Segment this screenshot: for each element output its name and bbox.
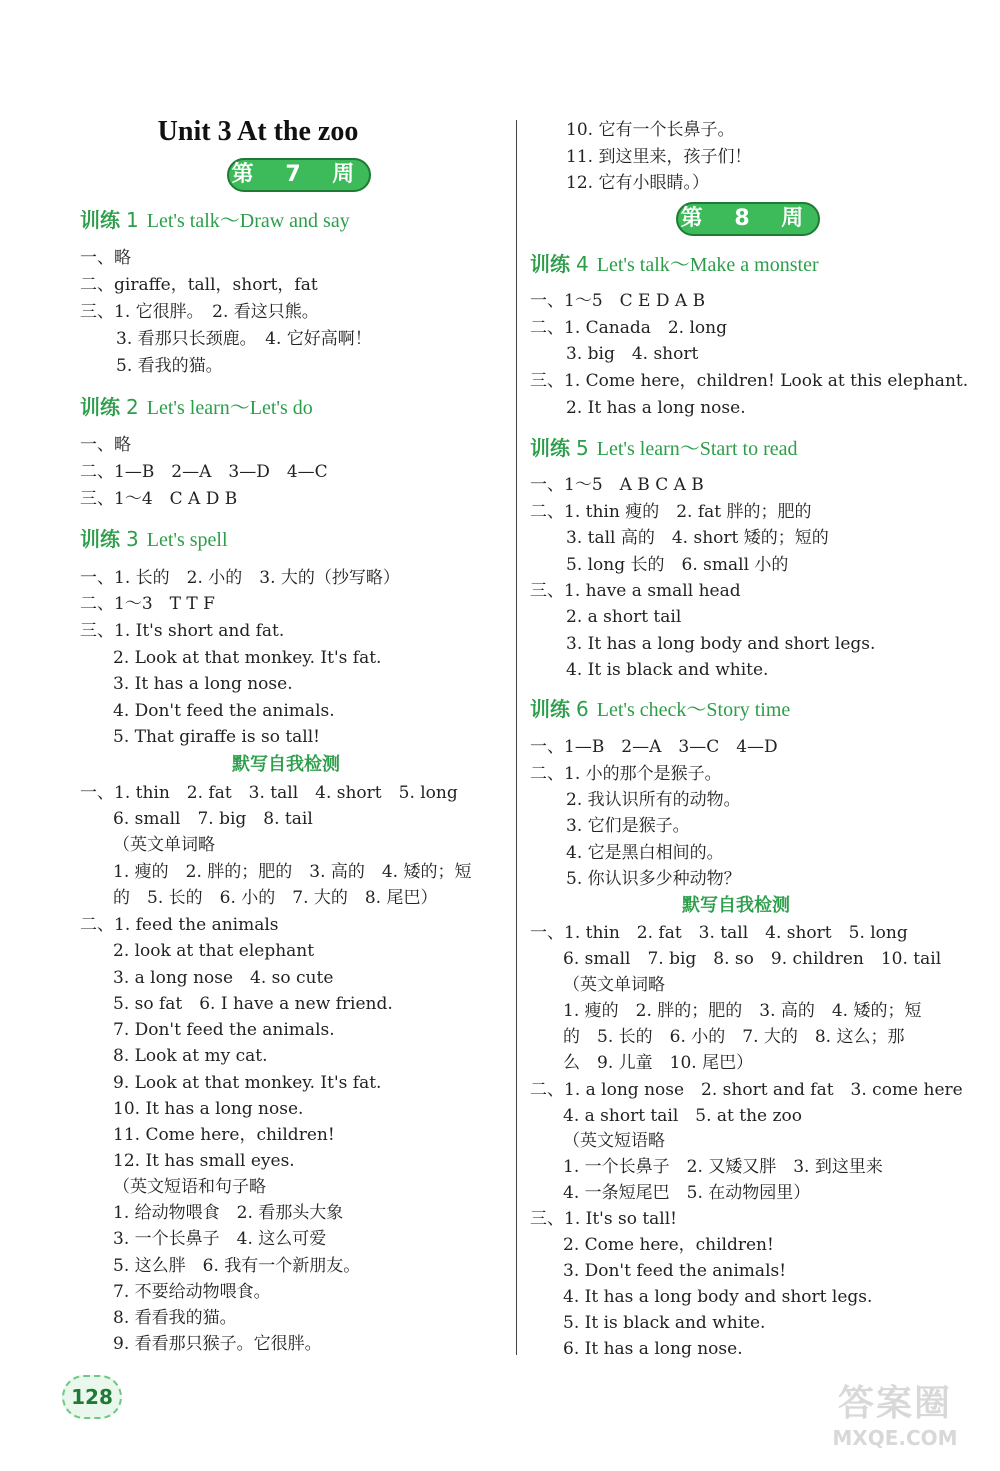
answer-line: 4. It has a long body and short legs. [563, 1287, 873, 1307]
answer-line: 二、1. thin 瘦的 2. fat 胖的；肥的 [530, 502, 812, 522]
section-topic: Let's learn～Let's do [146, 397, 313, 419]
answer-line: 三、1～4 C A D B [80, 489, 238, 509]
answer-line: 9. Look at that monkey. It's fat. [113, 1073, 382, 1093]
answer-line: 11. 到这里来，孩子们！ [566, 147, 752, 167]
section-number: 3 [126, 527, 139, 551]
section-number: 5 [576, 436, 589, 460]
section-number: 6 [576, 697, 589, 721]
answer-line: 3. 它们是猴子。 [566, 816, 690, 836]
answer-line: 4. 它是黑白相间的。 [566, 843, 724, 863]
answer-line: 4. Don't feed the animals. [113, 701, 335, 721]
answer-line: 2. Look at that monkey. It's fat. [113, 648, 382, 668]
answer-line: 3. It has a long nose. [113, 674, 293, 694]
answer-line: 二、giraffe，tall，short，fat [80, 275, 318, 295]
answer-line: 三、1. have a small head [530, 581, 741, 601]
section-keyword: 训练 [530, 252, 570, 276]
answer-line: 1. 一个长鼻子 2. 又矮又胖 3. 到这里来 [563, 1157, 883, 1177]
answer-line: （英文单词略 [113, 835, 215, 855]
section-number: 2 [126, 395, 139, 419]
answer-line: 三、1. 它很胖。 2. 看这只熊。 [80, 302, 319, 322]
section-keyword: 训练 [530, 697, 570, 721]
section-keyword: 训练 [530, 436, 570, 460]
section-number: 4 [576, 252, 589, 276]
answer-line: 2. a short tail [566, 607, 682, 627]
answer-line: 3. big 4. short [566, 344, 699, 364]
answer-line: 5. That giraffe is so tall! [113, 727, 321, 747]
answer-line: 3. a long nose 4. so cute [113, 968, 334, 988]
answer-line: 4. a short tail 5. at the zoo [563, 1106, 802, 1126]
answer-line: 9. 看看那只猴子。它很胖。 [113, 1334, 322, 1354]
watermark-url: MXQE.COM [832, 1426, 958, 1450]
section-head-6 [530, 695, 790, 724]
section-number: 1 [126, 208, 139, 232]
answer-line: 3. 一个长鼻子 4. 这么可爱 [113, 1229, 327, 1249]
week-7-badge: 第 7 周 [227, 158, 371, 192]
answer-line: 三、1. Come here，children! Look at this elephant. [530, 371, 969, 391]
answer-line: 一、略 [80, 435, 131, 455]
answer-line: 3. tall 高的 4. short 矮的；短的 [566, 528, 829, 548]
answer-line: 的 5. 长的 6. 小的 7. 大的 8. 这么；那 [563, 1027, 905, 1047]
section-head-2 [80, 393, 313, 422]
answer-line: 12. It has small eyes. [113, 1151, 295, 1171]
answer-line: 1. 瘦的 2. 胖的；肥的 3. 高的 4. 矮的；短 [113, 862, 472, 882]
answer-line: 三、1. It's short and fat. [80, 621, 285, 641]
answer-line: 2. It has a long nose. [566, 398, 746, 418]
section-head-4 [530, 250, 819, 279]
answer-line: 5. 这么胖 6. 我有一个新朋友。 [113, 1256, 361, 1276]
answer-line: 8. 看看我的猫。 [113, 1308, 237, 1328]
dictation-head: 默写自我检测 [682, 895, 790, 916]
answer-line: 二、1—B 2—A 3—D 4—C [80, 462, 328, 482]
watermark [810, 1382, 980, 1450]
section-head-5 [530, 434, 798, 463]
section-topic: Let's spell [146, 529, 228, 551]
section-topic: Let's talk～Make a monster [596, 254, 819, 276]
section-keyword: 训练 [80, 527, 120, 551]
answer-line: 2. look at that elephant [113, 941, 315, 961]
answer-line: 2. Come here，children! [563, 1235, 774, 1255]
answer-line: 3. Don't feed the animals! [563, 1261, 787, 1281]
answer-line: （英文单词略 [563, 975, 665, 995]
answer-line: 二、1～3 T T F [80, 594, 215, 614]
answer-line: 二、1. Canada 2. long [530, 318, 727, 338]
answer-line: 8. Look at my cat. [113, 1046, 268, 1066]
answer-line: 一、1. thin 2. fat 3. tall 4. short 5. long [80, 783, 458, 803]
week-8-badge: 第 8 周 [676, 202, 820, 236]
dictation-head: 默写自我检测 [232, 754, 340, 775]
column-divider [516, 120, 517, 1355]
answer-line: （英文短语略 [563, 1131, 665, 1151]
answer-line: 一、1—B 2—A 3—C 4—D [530, 737, 778, 757]
answer-line: 的 5. 长的 6. 小的 7. 大的 8. 尾巴） [113, 888, 438, 908]
answer-line: 3. It has a long body and short legs. [566, 634, 876, 654]
answer-line: 10. 它有一个长鼻子。 [566, 120, 735, 140]
answer-line: 一、略 [80, 248, 131, 268]
answer-line: 么 9. 儿童 10. 尾巴） [563, 1053, 754, 1073]
page-number: 128 [62, 1375, 122, 1419]
answer-line: 2. 我认识所有的动物。 [566, 790, 741, 810]
answer-line: 12. 它有小眼睛。） [566, 173, 709, 193]
answer-line: 5. 你认识多少种动物？ [566, 869, 741, 889]
answer-line: 6. small 7. big 8. so 9. children 10. tail [563, 949, 942, 969]
section-topic: Let's talk～Draw and say [146, 210, 350, 232]
answer-line: 10. It has a long nose. [113, 1099, 304, 1119]
section-keyword: 训练 [80, 395, 120, 419]
answer-line: （英文短语和句子略 [113, 1177, 266, 1197]
answer-line: 7. 不要给动物喂食。 [113, 1282, 271, 1302]
answer-line: 4. 一条短尾巴 5. 在动物园里） [563, 1183, 811, 1203]
answer-line: 4. It is black and white. [566, 660, 769, 680]
unit-title: Unit 3 At the zoo [157, 116, 359, 147]
answer-line: 一、1. thin 2. fat 3. tall 4. short 5. long [530, 923, 908, 943]
section-head-1 [80, 206, 350, 235]
answer-line: 5. long 长的 6. small 小的 [566, 555, 789, 575]
answer-line: 一、1～5 A B C A B [530, 475, 704, 495]
answer-line: 二、1. feed the animals [80, 915, 279, 935]
section-head-3 [80, 525, 228, 554]
answer-line: 3. 看那只长颈鹿。 4. 它好高啊！ [116, 329, 372, 349]
answer-line: 5. It is black and white. [563, 1313, 766, 1333]
answer-line: 一、1～5 C E D A B [530, 291, 706, 311]
answer-line: 1. 给动物喂食 2. 看那头大象 [113, 1203, 344, 1223]
section-topic: Let's learn～Start to read [596, 438, 798, 460]
answer-line: 5. so fat 6. I have a new friend. [113, 994, 393, 1014]
answer-line: 二、1. 小的那个是猴子。 [530, 764, 722, 784]
answer-line: 一、1. 长的 2. 小的 3. 大的（抄写略） [80, 568, 400, 588]
watermark-logo-text: 答案圈 [837, 1383, 952, 1424]
answer-line: 6. It has a long nose. [563, 1339, 743, 1359]
answer-line: 6. small 7. big 8. tail [113, 809, 313, 829]
answer-line: 11. Come here，children! [113, 1125, 335, 1145]
answer-line: 二、1. a long nose 2. short and fat 3. come here [530, 1080, 963, 1100]
answer-line: 1. 瘦的 2. 胖的；肥的 3. 高的 4. 矮的；短 [563, 1001, 922, 1021]
section-keyword: 训练 [80, 208, 120, 232]
answer-line: 7. Don't feed the animals. [113, 1020, 335, 1040]
answer-line: 三、1. It's so tall! [530, 1209, 678, 1229]
section-topic: Let's check～Story time [596, 699, 791, 721]
answer-line: 5. 看我的猫。 [116, 356, 223, 376]
